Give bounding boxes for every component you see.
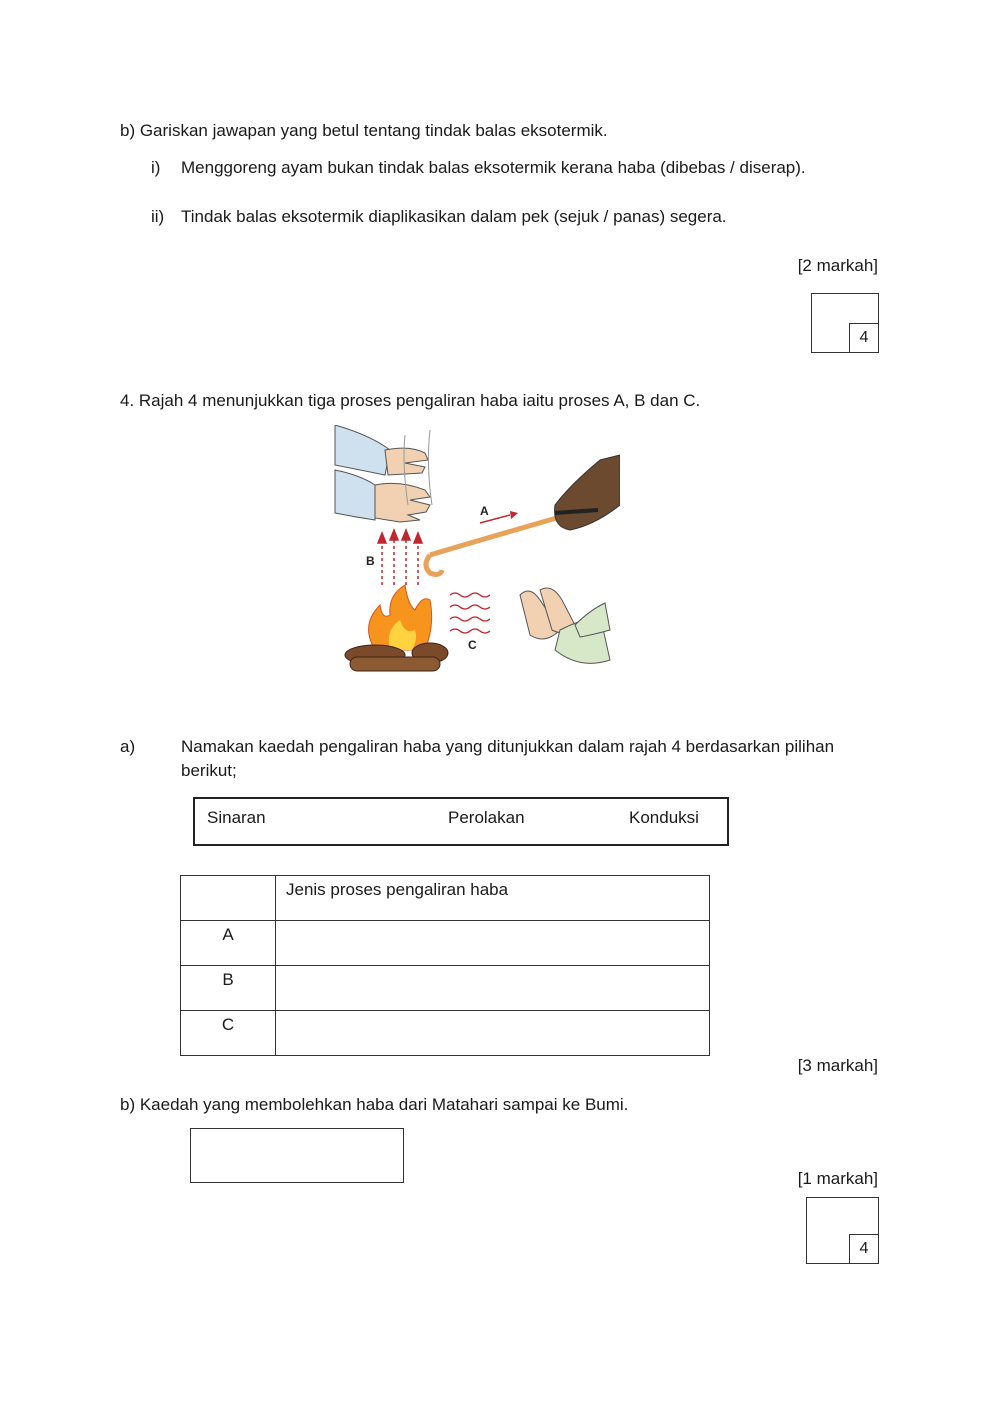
rod-and-glove-icon (426, 455, 620, 574)
item-number: i) (151, 158, 161, 177)
table-row (181, 921, 710, 966)
score-box (811, 293, 879, 353)
answer-box[interactable] (190, 1128, 404, 1183)
row-label: B (181, 966, 276, 1011)
campfire-icon (345, 585, 448, 671)
table-header-cell: Jenis proses pengaliran haba (276, 876, 710, 921)
score-box (806, 1197, 879, 1264)
item-text: Menggoreng ayam bukan tindak balas eksotermik kerana haba (dibebas / diserap). (181, 158, 806, 177)
convection-arrows-icon (378, 530, 422, 585)
heat-transfer-figure (330, 425, 620, 680)
figure-label-c: C (468, 638, 477, 652)
choice-option: Perolakan (448, 808, 525, 827)
choice-option: Konduksi (629, 808, 699, 827)
part-a-text-continued: berikut; (181, 761, 237, 780)
warming-hands-icon (520, 588, 610, 663)
table-header-row (181, 876, 710, 921)
table-cell (181, 876, 276, 921)
marks-label: [1 markah] (797, 1169, 878, 1188)
marks-label: [3 markah] (797, 1056, 878, 1075)
answer-cell[interactable] (276, 1011, 710, 1056)
marks-label: [2 markah] (797, 256, 878, 275)
answer-cell[interactable] (276, 921, 710, 966)
table-row (181, 966, 710, 1011)
choices-box (193, 797, 729, 846)
item-number: ii) (151, 207, 165, 226)
part-b-text: b) Kaedah yang membolehkan haba dari Matahari sampai ke Bumi. (120, 1095, 629, 1114)
row-label: C (181, 1011, 276, 1056)
score-box-total: 4 (849, 1234, 879, 1264)
answer-table (180, 875, 710, 1056)
radiation-waves-icon (450, 593, 490, 633)
row-label: A (181, 921, 276, 966)
hand-top-icon (335, 425, 432, 522)
figure-label-a: A (480, 504, 489, 518)
part-a-label: a) (120, 737, 136, 756)
item-text: Tindak balas eksotermik diaplikasikan dalam pek (sejuk / panas) segera. (181, 207, 727, 226)
part-b-heading: b) Gariskan jawapan yang betul tentang tindak balas eksotermik. (120, 121, 608, 140)
table-row (181, 1011, 710, 1056)
answer-cell[interactable] (276, 966, 710, 1011)
part-a-text: Namakan kaedah pengaliran haba yang ditunjukkan dalam rajah 4 berdasarkan pilihan (181, 737, 835, 756)
score-box-total: 4 (849, 323, 879, 353)
choice-option: Sinaran (207, 808, 266, 827)
figure-label-b: B (366, 554, 375, 568)
question-heading: 4. Rajah 4 menunjukkan tiga proses pengaliran haba iaitu proses A, B dan C. (120, 391, 701, 410)
